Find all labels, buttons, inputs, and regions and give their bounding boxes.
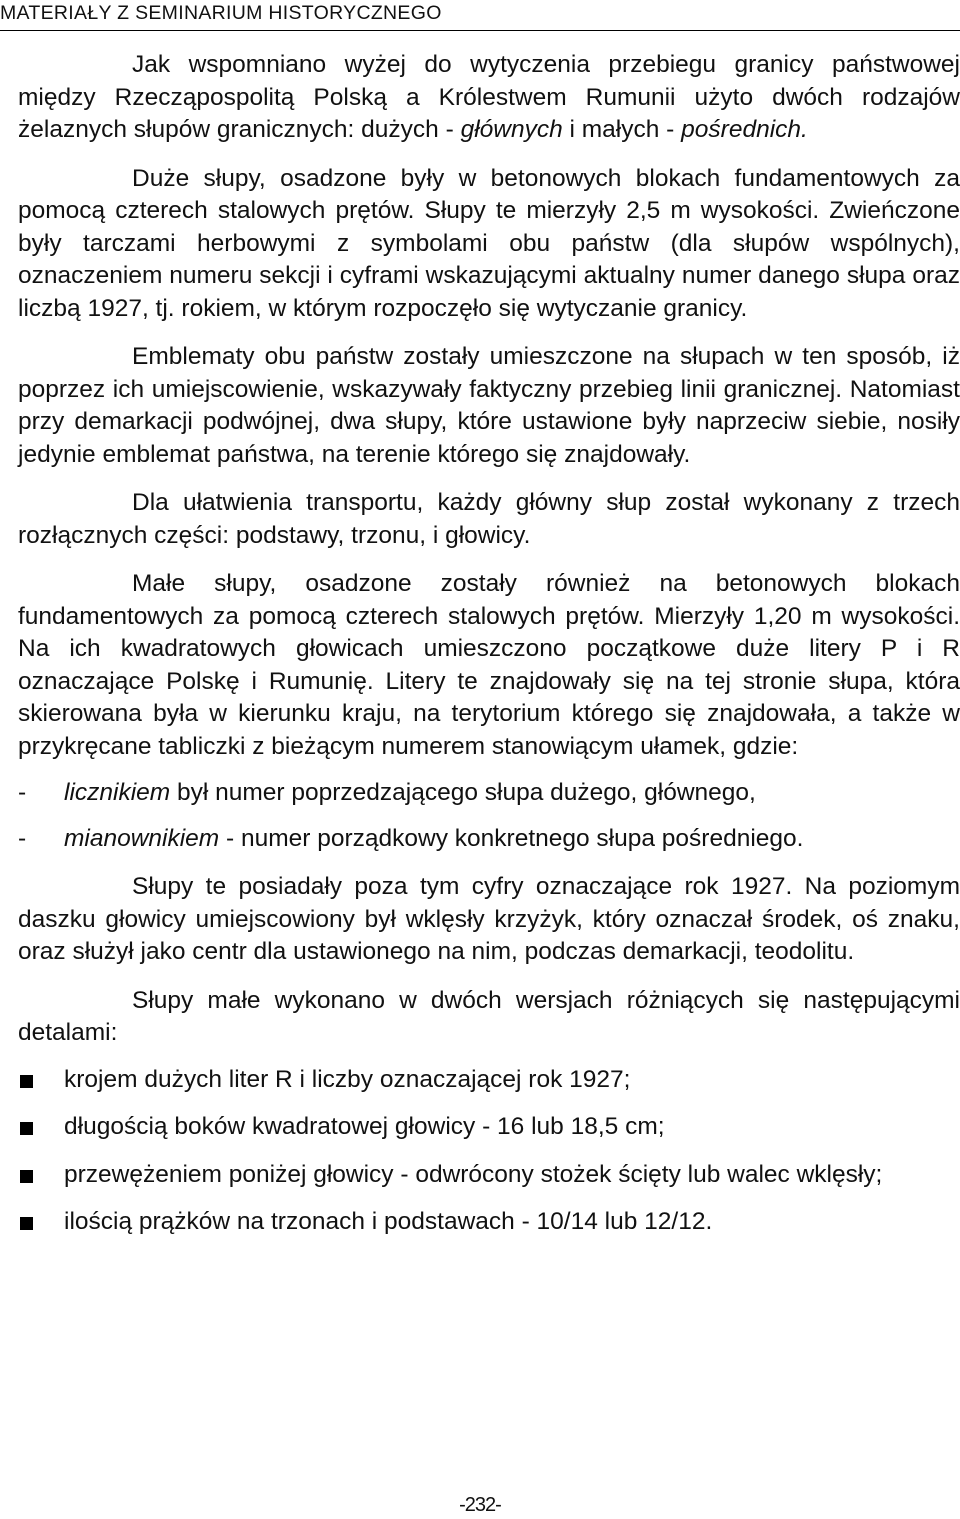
paragraph-year-cross: Słupy te posiadały poza tym cyfry oznaczające rok 1927. Na poziomym daszku głowicy umiejscowiony był wklęsły krzyżyk, który oznaczał środek, oś znaku, oraz służył jako centr dla ustawionego na nim, podczas demarkacji, teodolitu. (18, 873, 960, 965)
paragraph-small-posts: Małe słupy, osadzone zostały również na betonowych blokach fundamentowych za pomocą czterech stalowych prętów. Mierzyły 1,20 m wysokości. Na ich kwadratowych głowicach umieszczono początkowe duże litery P i R oznaczające Polskę i Rumunię. Litery te znajdowały się na tej stronie słupa, która skierowana była w kierunku kraju, na terytorium którego się znajdowała, a także w przykręcane tabliczki z bieżącym numerem stanowiącym ułamek, gdzie: (18, 570, 960, 760)
list-item-text: ilością prążków na trzonach i podstawach - 10/14 lub 12/12. (64, 1208, 713, 1235)
paragraph-versions: Słupy małe wykonano w dwóch wersjach różniących się następującymi detalami: (18, 986, 960, 1046)
list-item (18, 1159, 960, 1192)
list-item (18, 1064, 960, 1097)
list-item-text: długością boków kwadratowej głowicy - 16 lub 18,5 cm; (64, 1113, 665, 1140)
page-number: -232- (459, 1494, 501, 1516)
dash-item-body (64, 823, 960, 856)
square-bullet-icon (18, 1159, 64, 1192)
dash-marker: - (18, 779, 27, 806)
term-mianownik: mianownikiem (64, 824, 220, 852)
dash-item-text: był numer poprzedzającego słupa dużego, głównego, (170, 779, 756, 806)
list-item-text: przewężeniem poniżej głowicy - odwrócony stożek ścięty lub walec wklęsły; (64, 1160, 883, 1188)
term-posrednie: pośrednich. (681, 116, 808, 143)
dash-item-numerator (18, 777, 960, 810)
square-bullet-icon (18, 1111, 64, 1144)
dash-item-denominator (18, 823, 960, 856)
term-licznik: licznikiem (64, 779, 171, 806)
paragraph-transport: Dla ułatwienia transportu, każdy główny słup został wykonany z trzech rozłącznych części: podstawy, trzonu, i głowicy. (18, 489, 960, 549)
header-title: MATERIAŁY Z SEMINARIUM HISTORYCZNEGO (0, 2, 442, 24)
list-item-text: krojem dużych liter R i liczby oznaczającej rok 1927; (64, 1065, 631, 1093)
list-item (18, 1111, 960, 1144)
square-bullet-icon (18, 1206, 64, 1239)
term-glowne: głównych (460, 116, 563, 143)
dash-marker: - (18, 824, 27, 852)
square-bullet-icon (18, 1064, 64, 1097)
list-item (18, 1206, 960, 1239)
paragraph-large-posts: Duże słupy, osadzone były w betonowych blokach fundamentowych za pomocą czterech stalowych prętów. Słupy te mierzyły 2,5 m wysokości. Zwieńczone były tarczami herbowymi z symbolami obu państw (dla słupów wspólnych), oznaczeniem numeru sekcji i cyframi wskazującymi aktualny numer danego słupa oraz liczbą 1927, tj. rokiem, w którym rozpoczęło się wytyczanie granicy. (18, 164, 960, 322)
dash-item-body (64, 777, 960, 810)
dash-item-text: - numer porządkowy konkretnego słupa pośredniego. (219, 824, 804, 852)
paragraph-intro-text: Jak wspomniano wyżej do wytyczenia przebiegu granicy państwowej między Rzecząpospolitą Polską a Królestwem Rumunii użyto dwóch rodzajów żelaznych słupów granicznych: dużych - (18, 51, 960, 143)
page-body (18, 49, 960, 1254)
paragraph-intro (18, 49, 960, 147)
running-header (0, 0, 960, 31)
paragraph-intro-text-2: i małych - (562, 116, 682, 143)
version-details-list (18, 1064, 960, 1239)
paragraph-emblems: Emblematy obu państw zostały umieszczone na słupach w ten sposób, iż poprzez ich umiejscowienie, wskazywały faktyczny przebieg linii granicznej. Natomiast przy demarkacji podwójnej, dwa słupy, które ustawione były naprzeciw siebie, nosiły jedynie emblemat państwa, na terenie którego się znajdowały. (18, 343, 960, 468)
